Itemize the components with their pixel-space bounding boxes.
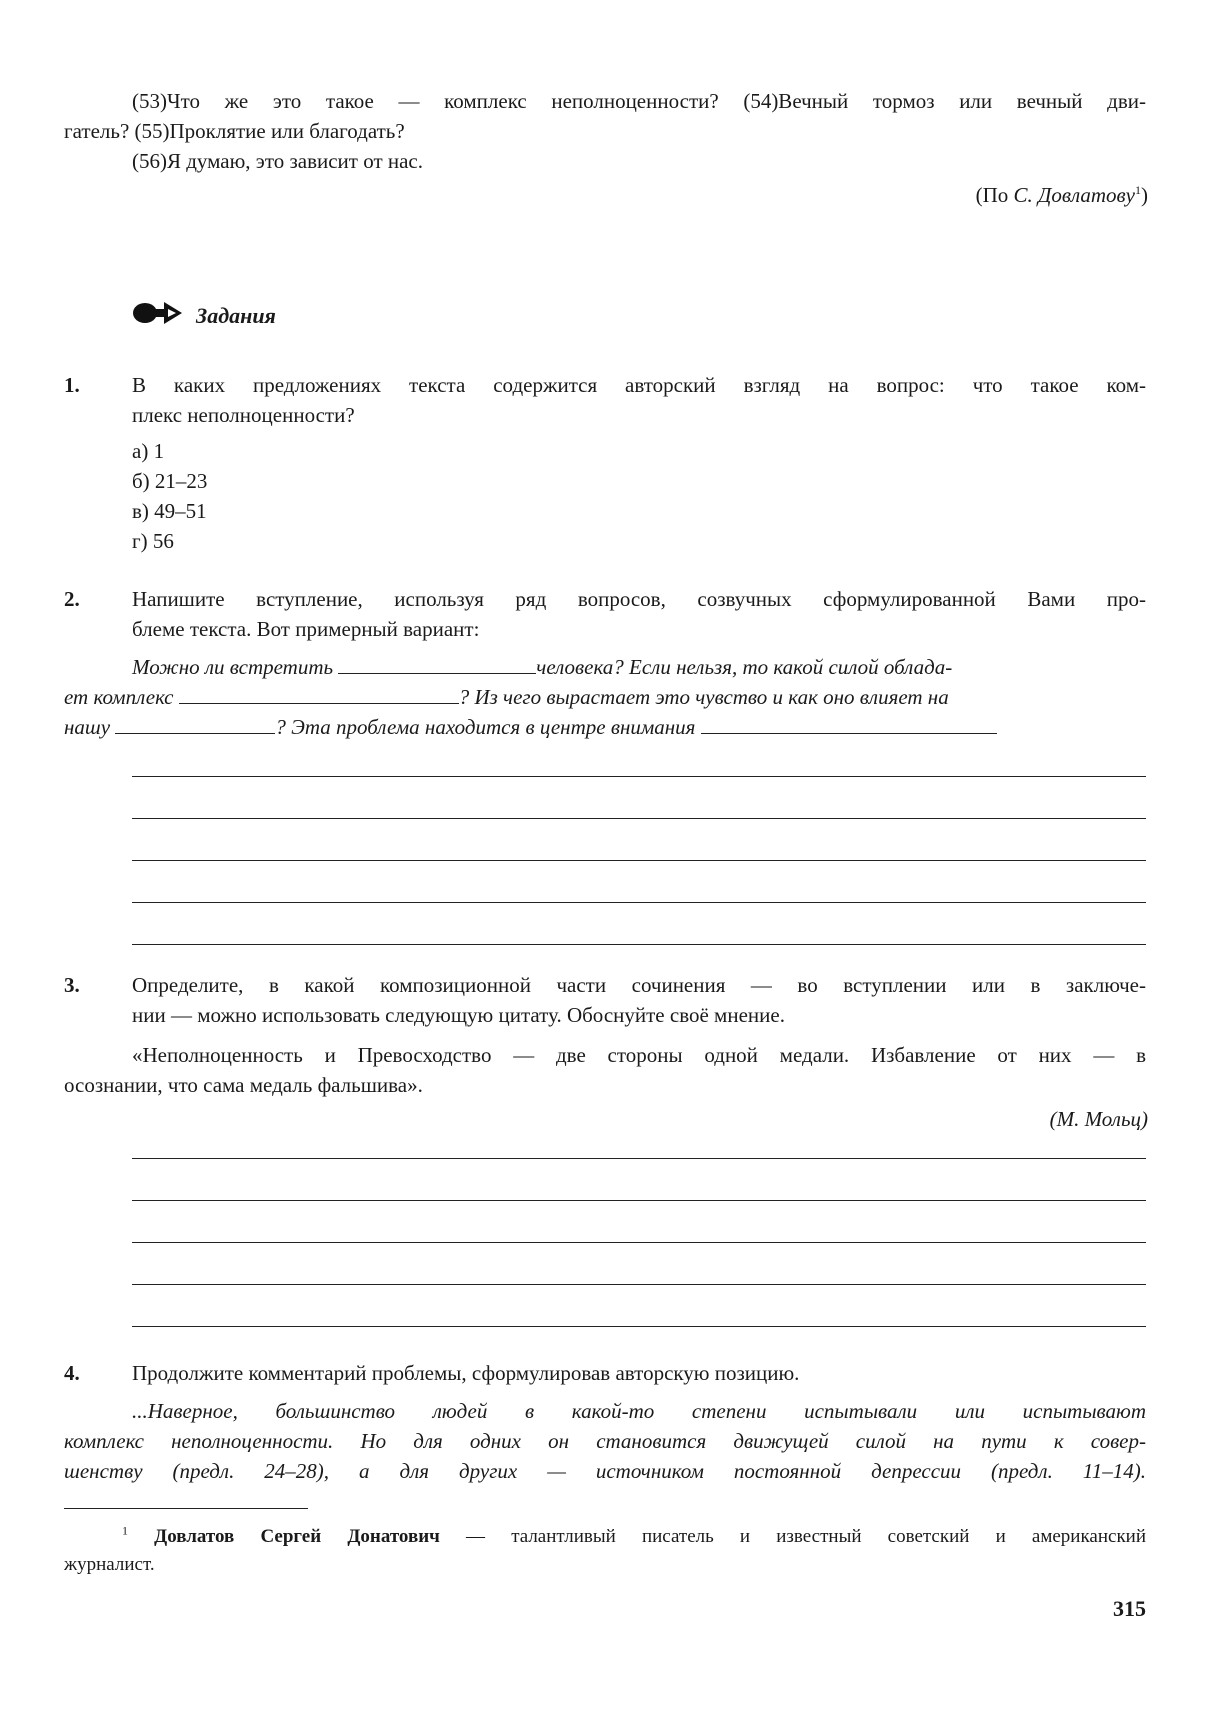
answer-line[interactable] xyxy=(132,1158,1146,1159)
answer-line[interactable] xyxy=(132,860,1146,861)
task-2-number: 2. xyxy=(64,587,80,611)
tasks-heading xyxy=(132,300,276,332)
sample-text-2: человека? Если нельзя, то какой силой облада- xyxy=(536,655,953,679)
footnote-line-1 xyxy=(64,1522,1146,1552)
intro-source xyxy=(976,180,1148,210)
footnote-text: — талантливый писатель и известный советский и американский xyxy=(439,1526,1147,1547)
footnote-line-2: журналист. xyxy=(64,1554,155,1575)
task-2-line-1: Напишите вступление, используя ряд вопросов, созвучных сформулированной Вами про- xyxy=(132,587,1146,611)
task-2-line-2: блеме текста. Вот примерный вариант: xyxy=(132,617,480,641)
sample-blank-1[interactable] xyxy=(338,653,536,674)
sample-text-4: ? Из чего вырастает это чувство и как оно влияет на xyxy=(458,685,949,709)
task-1-number: 1. xyxy=(64,373,80,397)
task-3-quote-line-1: «Неполноценность и Превосходство — две стороны одной медали. Избавление от них — в xyxy=(132,1043,1146,1067)
task-3-number: 3. xyxy=(64,973,80,997)
answer-line[interactable] xyxy=(132,818,1146,819)
task-3-line-1: Определите, в какой композиционной части сочинения — во вступлении или в заключе- xyxy=(132,973,1146,997)
task-1-option-c: в) 49–51 xyxy=(132,499,207,523)
task-3-line-2: нии — можно использовать следующую цитату. Обоснуйте своё мнение. xyxy=(132,1003,785,1027)
task-4-line-1: Продолжите комментарий проблемы, сформулировав авторскую позицию. xyxy=(132,1361,800,1385)
task-2-sample-line-2 xyxy=(64,682,1146,712)
answer-line[interactable] xyxy=(132,944,1146,945)
answer-line[interactable] xyxy=(132,902,1146,903)
bullet-arrow-icon xyxy=(132,300,190,332)
answer-line[interactable] xyxy=(132,1242,1146,1243)
sample-blank-4[interactable] xyxy=(701,713,997,734)
task-1-line-2: плекс неполноценности? xyxy=(132,403,355,427)
footnote-divider xyxy=(64,1508,308,1509)
page-number: 315 xyxy=(1113,1596,1146,1621)
answer-line[interactable] xyxy=(132,776,1146,777)
footnote-ref: 1 xyxy=(1135,183,1141,197)
task-1-option-a: а) 1 xyxy=(132,439,165,463)
sample-text-6: ? Эта проблема находится в центре внимания xyxy=(275,715,696,739)
task-4-text-line-1: ...Наверное, большинство людей в какой-то степени испытывали или испытывают xyxy=(132,1399,1146,1423)
task-4-text-line-2: комплекс неполноценности. Но для одних он становится движущей силой на пути к совер- xyxy=(64,1429,1146,1453)
source-suffix: ) xyxy=(1141,183,1148,207)
source-prefix: (По xyxy=(975,183,1014,207)
answer-line[interactable] xyxy=(132,1326,1146,1327)
source-author: С. Довлатову xyxy=(1013,183,1135,207)
task-2-sample-line-1 xyxy=(132,652,1146,682)
answer-line[interactable] xyxy=(132,1284,1146,1285)
intro-line-3: (56)Я думаю, это зависит от нас. xyxy=(132,149,424,173)
task-1-option-b: б) 21–23 xyxy=(132,469,208,493)
task-1-option-d: г) 56 xyxy=(132,529,174,553)
sample-blank-2[interactable] xyxy=(179,683,459,704)
answer-line[interactable] xyxy=(132,1200,1146,1201)
tasks-title: Задания xyxy=(196,303,276,328)
intro-line-2: гатель? (55)Проклятие или благодать? xyxy=(64,119,405,143)
footnote-name: Довлатов Сергей Донатович xyxy=(154,1526,440,1547)
sample-text-3: ет комплекс xyxy=(64,685,174,709)
footnote-mark: 1 xyxy=(122,1523,128,1538)
task-3-quote-line-2: осознании, что сама медаль фальшива». xyxy=(64,1073,423,1097)
task-4-number: 4. xyxy=(64,1361,80,1385)
task-2-sample-line-3 xyxy=(64,712,1146,742)
sample-text-1: Можно ли встретить xyxy=(132,655,334,679)
task-3-quote-author: (М. Мольц) xyxy=(1049,1107,1148,1131)
sample-blank-3[interactable] xyxy=(115,713,275,734)
task-4-text-line-3: шенству (предл. 24–28), а для других — источником постоянной депрессии (предл. 11–14). xyxy=(64,1459,1146,1483)
intro-line-1: (53)Что же это такое — комплекс неполноценности? (54)Вечный тормоз или вечный дви- xyxy=(132,89,1146,113)
sample-text-5: нашу xyxy=(64,715,111,739)
task-1-line-1: В каких предложениях текста содержится авторский взгляд на вопрос: что такое ком- xyxy=(132,373,1146,397)
